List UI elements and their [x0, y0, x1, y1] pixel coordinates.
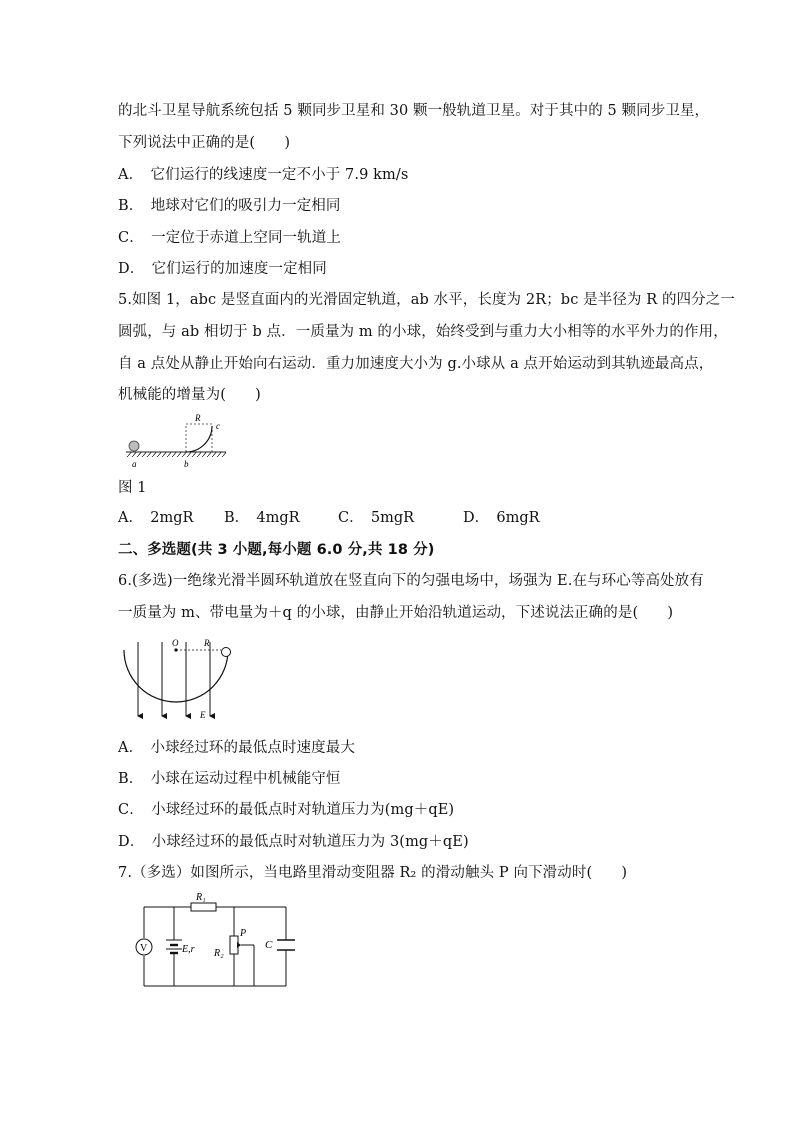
q5-stem-line-1: 5.如图 1，abc 是竖直面内的光滑固定轨道，ab 水平，长度为 2R；bc 是半径为 R 的四分之一: [118, 292, 735, 308]
q6-option-a[interactable]: A． 小球经过环的最低点时速度最大: [118, 740, 355, 756]
q5-option-b[interactable]: B． 4mgR: [224, 510, 300, 526]
battery-e-r: [166, 940, 182, 953]
label-e-r: E,r: [182, 944, 195, 955]
q5-figure-caption: 图 1: [118, 480, 147, 496]
q4-stem-line-1: 的北斗卫星导航系统包括 5 颗同步卫星和 30 颗一般轨道卫星。对于其中的 5 颗同步卫星，: [118, 103, 710, 119]
q6-option-d[interactable]: D． 小球经过环的最低点时对轨道压力为 3(mg＋qE): [118, 834, 469, 850]
q5-option-a[interactable]: A． 2mgR: [118, 510, 194, 526]
label-r2: R₂: [214, 948, 224, 959]
q6-option-c[interactable]: C． 小球经过环的最低点时对轨道压力为(mg＋qE): [118, 802, 455, 818]
label-c: c: [216, 421, 220, 431]
label-r: R: [195, 413, 201, 423]
q4-option-b[interactable]: B． 地球对它们的吸引力一定相同: [118, 198, 341, 214]
label-p: P: [240, 928, 247, 939]
label-a: a: [132, 459, 137, 469]
q6-option-b[interactable]: B． 小球在运动过程中机械能守恒: [118, 771, 341, 787]
resistor-r1: [191, 903, 216, 911]
q5-stem-line-3: 自 a 点处从静止开始向右运动．重力加速度大小为 g.小球从 a 点开始运动到其轨迹最高点，: [118, 356, 714, 372]
q5-option-d[interactable]: D． 6mgR: [463, 510, 540, 526]
q6-stem-line-1: 6.(多选)一绝缘光滑半圆环轨道放在竖直向下的匀强电场中，场强为 E.在与环心等高处放有: [118, 573, 704, 589]
q7-circuit-figure: [134, 890, 300, 992]
label-e: E: [200, 710, 206, 720]
q6-stem-line-2: 一质量为 m、带电量为＋q 的小球，由静止开始沿轨道运动，下述说法正确的是( ): [118, 605, 674, 621]
q4-option-a[interactable]: A． 它们运行的线速度一定不小于 7.9 km/s: [118, 167, 409, 183]
charged-ball: [222, 648, 231, 657]
q4-option-c[interactable]: C． 一定位于赤道上空同一轨道上: [118, 230, 341, 246]
ball: [129, 441, 139, 451]
section-2-title: 二、多选题(共 3 小题,每小题 6.0 分,共 18 分): [118, 542, 435, 558]
q5-option-c[interactable]: C． 5mgR: [338, 510, 415, 526]
q4-stem-line-2: 下列说法中正确的是( ): [118, 135, 291, 151]
ground-hatching: [126, 452, 226, 457]
label-b: b: [184, 459, 189, 469]
capacitor-c: [277, 940, 295, 950]
q4-option-d[interactable]: D． 它们运行的加速度一定相同: [118, 261, 327, 277]
slider-p: [237, 942, 241, 948]
q5-stem-line-2: 圆弧，与 ab 相切于 b 点．一质量为 m 的小球，始终受到与重力大小相等的水平外力的作用，: [118, 324, 728, 340]
semicircle-track: [124, 650, 228, 702]
label-c: C: [265, 939, 273, 951]
label-v: V: [140, 943, 148, 954]
rheostat-r2: [230, 936, 238, 954]
arc-bc: [186, 426, 212, 452]
label-r: R: [204, 638, 210, 648]
label-r1: R₁: [196, 892, 206, 903]
field-lines-e: [138, 642, 210, 716]
q5-stem-line-4: 机械能的增量为( ): [118, 387, 261, 403]
q7-stem: 7.（多选）如图所示，当电路里滑动变阻器 R₂ 的滑动触头 P 向下滑动时( ): [118, 865, 628, 881]
q5-track-figure: [118, 408, 230, 470]
label-o: O: [172, 638, 179, 648]
radius-guide: [186, 424, 212, 452]
q6-ring-figure: [116, 636, 238, 726]
